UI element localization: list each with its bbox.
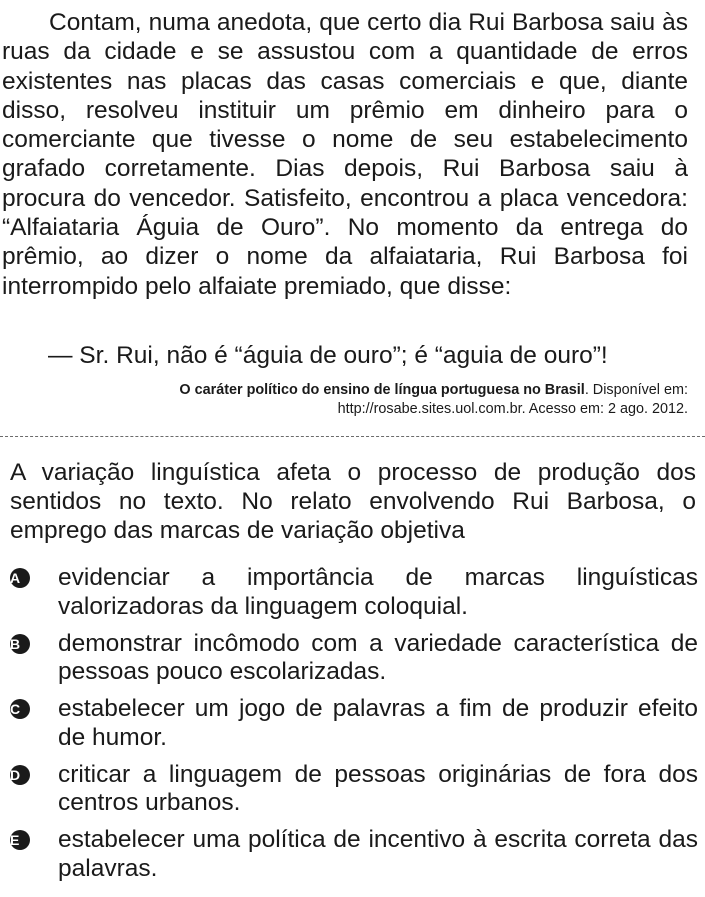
option-text-b: demonstrar incômodo com a variedade característica de pessoas pouco escolarizadas. bbox=[58, 629, 698, 685]
question-stem: A variação linguística afeta o processo de produção dos sentidos no texto. No relato envolvendo Rui Barbosa, o emprego das marcas de variação objetiva bbox=[10, 459, 696, 544]
option-text-d: criticar a linguagem de pessoas originárias de fora dos centros urbanos. bbox=[58, 760, 698, 816]
option-b[interactable] bbox=[10, 630, 698, 687]
option-a[interactable] bbox=[10, 564, 698, 621]
option-e[interactable] bbox=[10, 826, 698, 883]
passage-paragraph: Contam, numa anedota, que certo dia Rui Barbosa saiu às ruas da cidade e se assustou com a quantidade de erros existentes nas placas das casas comerciais e que, diante disso, resolveu instituir um prêmio em dinheiro para o comerciante que tivesse o nome de seu estabelecimento grafado corretamente. Dias depois, Rui Barbosa saiu à procura do vencedor. Satisfeito, encontrou a placa vencedora: “Alfaiataria Águia de Ouro”. No momento da entrega do prêmio, ao dizer o nome da alfaiataria, Rui Barbosa foi interrompido pelo alfaiate premiado, que disse: bbox=[2, 9, 688, 300]
option-letter-b-badge: B bbox=[10, 634, 30, 654]
dashed-divider bbox=[0, 436, 705, 437]
option-text-e: estabelecer uma política de incentivo à escrita correta das palavras. bbox=[58, 826, 698, 882]
source-url-and-date: http://rosabe.sites.uol.com.br. Acesso em: 2 ago. 2012. bbox=[337, 401, 688, 417]
option-letter-c-badge: C bbox=[10, 699, 30, 719]
passage bbox=[2, 8, 688, 301]
option-letter-e-badge: E bbox=[10, 830, 30, 850]
source-title: O caráter político do ensino de língua portuguesa no Brasil bbox=[179, 382, 585, 398]
option-text-a: evidenciar a importância de marcas linguísticas valorizadoras da linguagem coloquial. bbox=[58, 564, 698, 620]
passage-quote: — Sr. Rui, não é “águia de ouro”; é “aguia de ouro”! bbox=[48, 342, 608, 369]
option-c[interactable] bbox=[10, 695, 698, 752]
option-text-c: estabelecer um jogo de palavras a fim de produzir efeito de humor. bbox=[58, 695, 698, 751]
option-letter-a-badge: A bbox=[10, 568, 30, 588]
option-letter-d-badge: D bbox=[10, 765, 30, 785]
source-availability: . Disponível em: bbox=[584, 382, 688, 398]
option-d[interactable] bbox=[10, 761, 698, 818]
answer-options bbox=[10, 564, 698, 892]
source-citation bbox=[48, 381, 688, 419]
